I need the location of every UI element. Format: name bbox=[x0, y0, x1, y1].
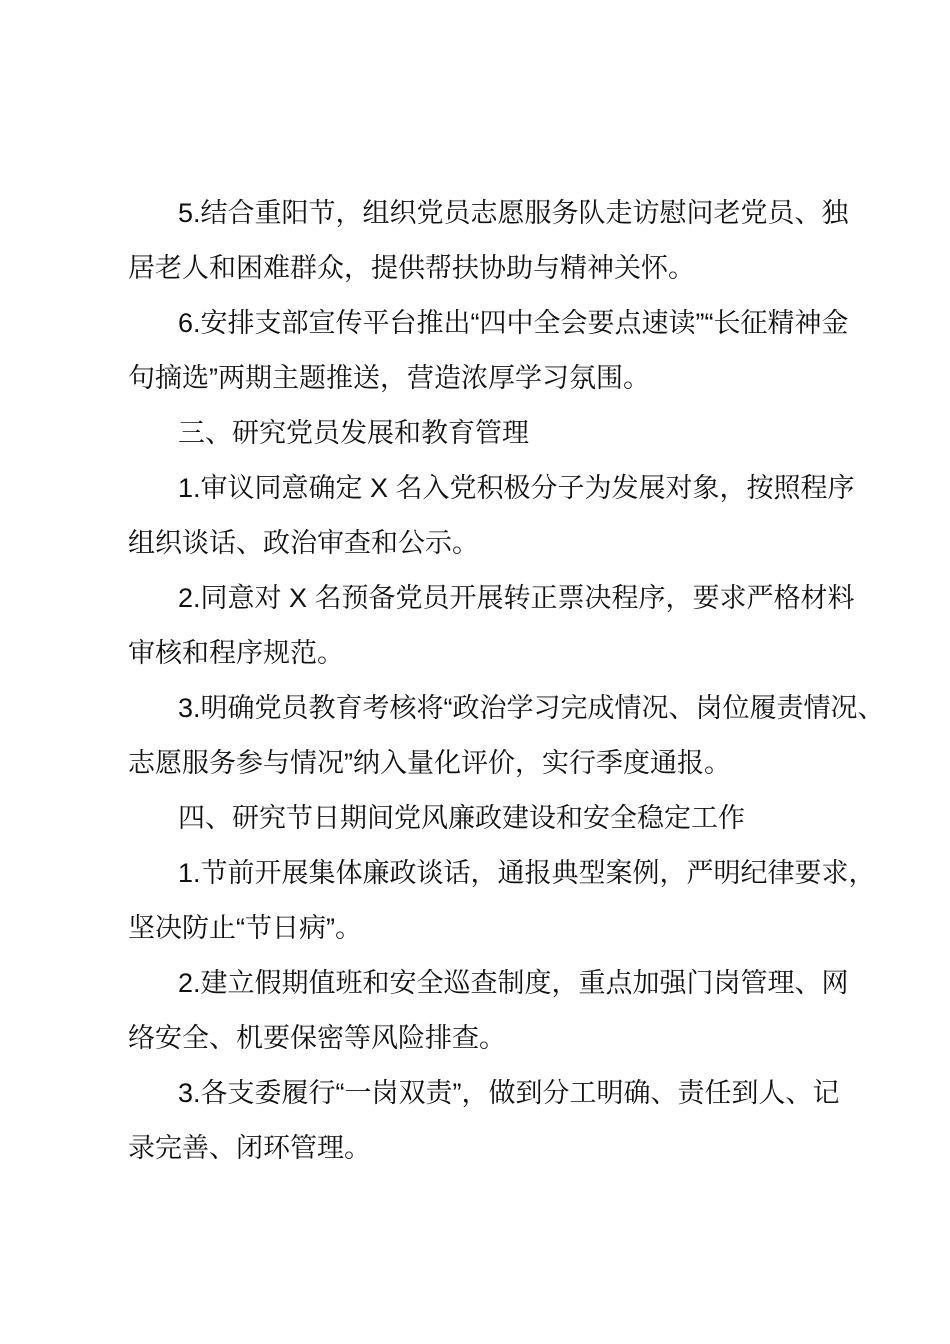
text-line: 坚决防止“节日病”。 bbox=[128, 913, 362, 943]
text-line: 四、研究节日期间党风廉政建设和安全稳定工作 bbox=[178, 803, 745, 833]
text-line: 1.节前开展集体廉政谈话，通报典型案例，严明纪律要求， bbox=[178, 858, 876, 888]
section-heading bbox=[128, 791, 850, 846]
paragraph bbox=[128, 681, 885, 791]
text-line: 居老人和困难群众，提供帮扶协助与精神关怀。 bbox=[128, 253, 695, 283]
paragraph bbox=[128, 1066, 850, 1176]
text-line: 审核和程序规范。 bbox=[128, 638, 344, 668]
text-line: 志愿服务参与情况”纳入量化评价，实行季度通报。 bbox=[128, 748, 731, 778]
text-line: 6.安排支部宣传平台推出“四中全会要点速读”“长征精神金 bbox=[178, 308, 849, 338]
text-line: 句摘选”两期主题推送，营造浓厚学习氛围。 bbox=[128, 363, 650, 393]
text-line: 2.同意对 X 名预备党员开展转正票决程序，要求严格材料 bbox=[178, 583, 855, 613]
text-line: 3.明确党员教育考核将“政治学习完成情况、岗位履责情况、 bbox=[178, 693, 885, 723]
paragraph bbox=[128, 846, 876, 956]
text-line: 络安全、机要保密等风险排查。 bbox=[128, 1023, 506, 1053]
text-line: 三、研究党员发展和教育管理 bbox=[178, 418, 529, 448]
paragraph bbox=[128, 956, 850, 1066]
text-line: 5.结合重阳节，组织党员志愿服务队走访慰问老党员、独 bbox=[178, 198, 849, 228]
paragraph bbox=[128, 186, 850, 296]
text-line: 录完善、闭环管理。 bbox=[128, 1133, 371, 1163]
paragraph bbox=[128, 461, 855, 571]
document-body bbox=[128, 186, 885, 1176]
paragraph bbox=[128, 571, 855, 681]
text-line: 3.各支委履行“一岗双责”，做到分工明确、责任到人、记 bbox=[178, 1078, 840, 1108]
text-line: 2.建立假期值班和安全巡查制度，重点加强门岗管理、网 bbox=[178, 968, 849, 998]
section-heading bbox=[128, 406, 850, 461]
paragraph bbox=[128, 296, 850, 406]
text-line: 1.审议同意确定 X 名入党积极分子为发展对象，按照程序 bbox=[178, 473, 855, 503]
text-line: 组织谈话、政治审查和公示。 bbox=[128, 528, 479, 558]
